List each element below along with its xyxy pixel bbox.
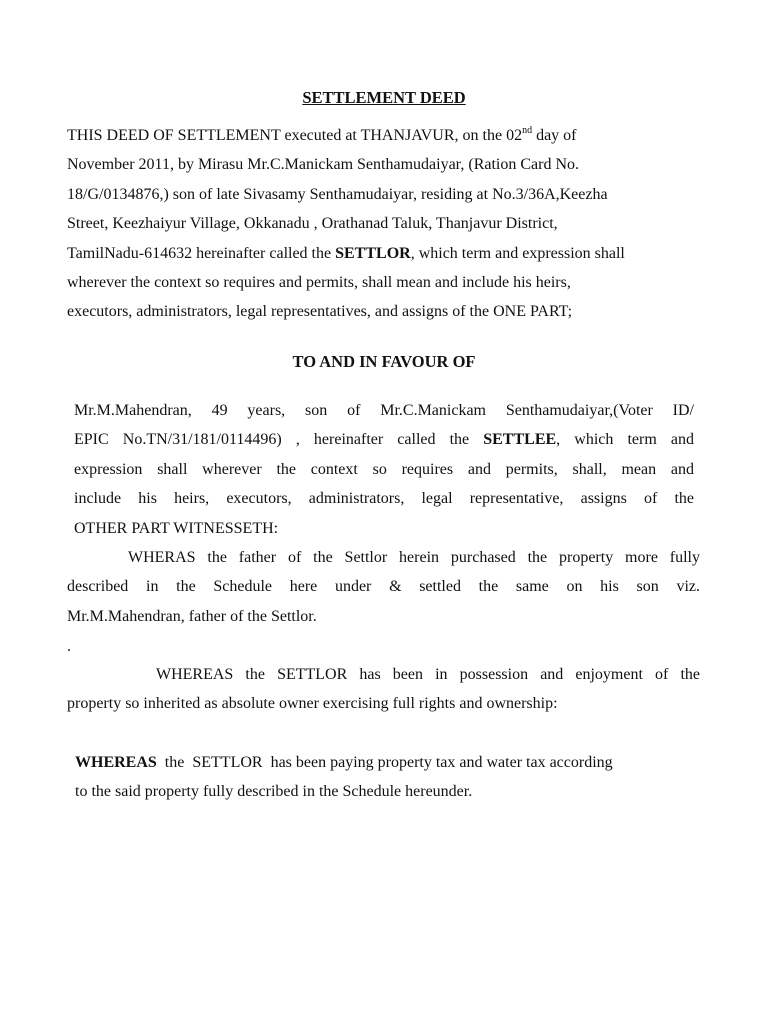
date-suffix: nd xyxy=(522,124,533,136)
whereas-possession-paragraph xyxy=(67,660,700,719)
intro-line xyxy=(67,121,707,150)
intro-line: wherever the context so requires and permits, shall mean and include his heirs, xyxy=(67,274,571,292)
settlor-term: SETTLOR xyxy=(335,244,411,262)
whereas-line xyxy=(75,748,697,777)
stray-period: . xyxy=(67,638,71,655)
whereas-line: WHEREAS the SETTLOR has been in possession and enjoyment of the xyxy=(156,666,700,683)
settlee-line: include his heirs, executors, administrators, legal representative, assigns of the xyxy=(74,490,694,508)
section-heading: TO AND IN FAVOUR OF xyxy=(292,352,476,371)
wheras-line: WHERAS the father of the Settlor herein purchased the property more fully xyxy=(128,549,700,566)
settlee-text: , which term and xyxy=(556,431,694,449)
intro-line: 18/G/0134876,) son of late Sivasamy Senthamudaiyar, residing at No.3/36A,Keezha xyxy=(67,185,608,203)
whereas-term: WHEREAS xyxy=(75,754,157,771)
page-title: SETTLEMENT DEED xyxy=(302,88,466,107)
whereas-line: to the said property fully described in the Schedule hereunder. xyxy=(75,783,473,801)
settlee-line: Mr.M.Mahendran, 49 years, son of Mr.C.Manickam Senthamudaiyar,(Voter ID/ xyxy=(74,402,694,419)
intro-line xyxy=(67,239,707,268)
intro-line: Street, Keezhaiyur Village, Okkanadu , Orathanad Taluk, Thanjavur District, xyxy=(67,215,558,233)
intro-text: , which term and expression shall xyxy=(410,244,625,262)
intro-text: day of xyxy=(532,127,577,144)
settlee-line: expression shall wherever the context so requires and permits, shall, mean and xyxy=(74,460,694,478)
settlee-line: OTHER PART WITNESSETH: xyxy=(74,519,279,537)
whereas-line: property so inherited as absolute owner exercising full rights and ownership: xyxy=(67,695,558,713)
intro-line: executors, administrators, legal representatives, and assigns of the ONE PART; xyxy=(67,303,573,321)
intro-text: TamilNadu-614632 hereinafter called the xyxy=(67,244,336,262)
settlee-paragraph xyxy=(74,396,694,543)
settlee-term: SETTLEE xyxy=(483,431,557,449)
intro-line: November 2011, by Mirasu Mr.C.Manickam Senthamudaiyar, (Ration Card No. xyxy=(67,156,580,174)
wheras-paragraph xyxy=(67,543,700,631)
settlee-line xyxy=(74,425,694,454)
wheras-line: described in the Schedule here under & settled the same on his son viz. xyxy=(67,578,700,596)
whereas-tax-paragraph xyxy=(75,748,697,807)
intro-text: THIS DEED OF SETTLEMENT executed at THANJAVUR, on the 02 xyxy=(67,127,523,144)
intro-paragraph xyxy=(67,121,707,327)
settlee-text: EPIC No.TN/31/181/0114496) , hereinafter called the xyxy=(74,431,484,449)
wheras-line: Mr.M.Mahendran, father of the Settlor. xyxy=(67,607,317,625)
whereas-text: the SETTLOR has been paying property tax and water tax according xyxy=(156,754,613,771)
